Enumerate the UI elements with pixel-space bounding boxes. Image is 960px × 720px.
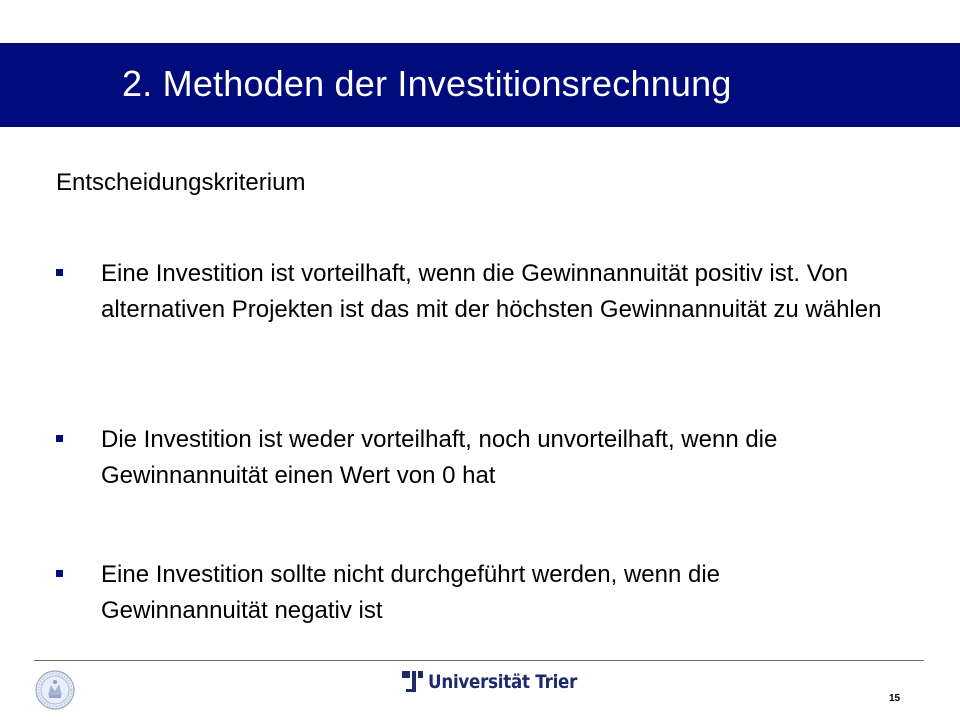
university-logo <box>402 668 597 696</box>
bullet-text: Die Investition ist weder vorteilhaft, noch unvorteilhaft, wenn die Gewinnannuität einen Wert von 0 hat <box>101 426 778 489</box>
bullet-text: Eine Investition ist vorteilhaft, wenn die Gewinnannuität positiv ist. Von alternativen Projekten ist das mit der höchsten Gewinnannuität zu wählen <box>101 260 882 323</box>
university-logo-text: Universität Trier <box>428 671 578 693</box>
square-bullet-icon <box>56 269 63 276</box>
square-bullet-icon <box>56 570 63 577</box>
footer-divider <box>34 660 924 661</box>
subheading: Entscheidungskriterium <box>56 169 306 196</box>
university-logo-icon <box>402 670 424 694</box>
title-bar <box>0 43 960 127</box>
university-seal-icon <box>34 669 76 711</box>
bullet-text: Eine Investition sollte nicht durchgeführt werden, wenn die Gewinnannuität negativ ist <box>101 561 721 624</box>
square-bullet-icon <box>56 435 63 442</box>
slide-title: 2. Methoden der Investitionsrechnung <box>122 63 732 104</box>
page-number: 15 <box>889 693 901 704</box>
